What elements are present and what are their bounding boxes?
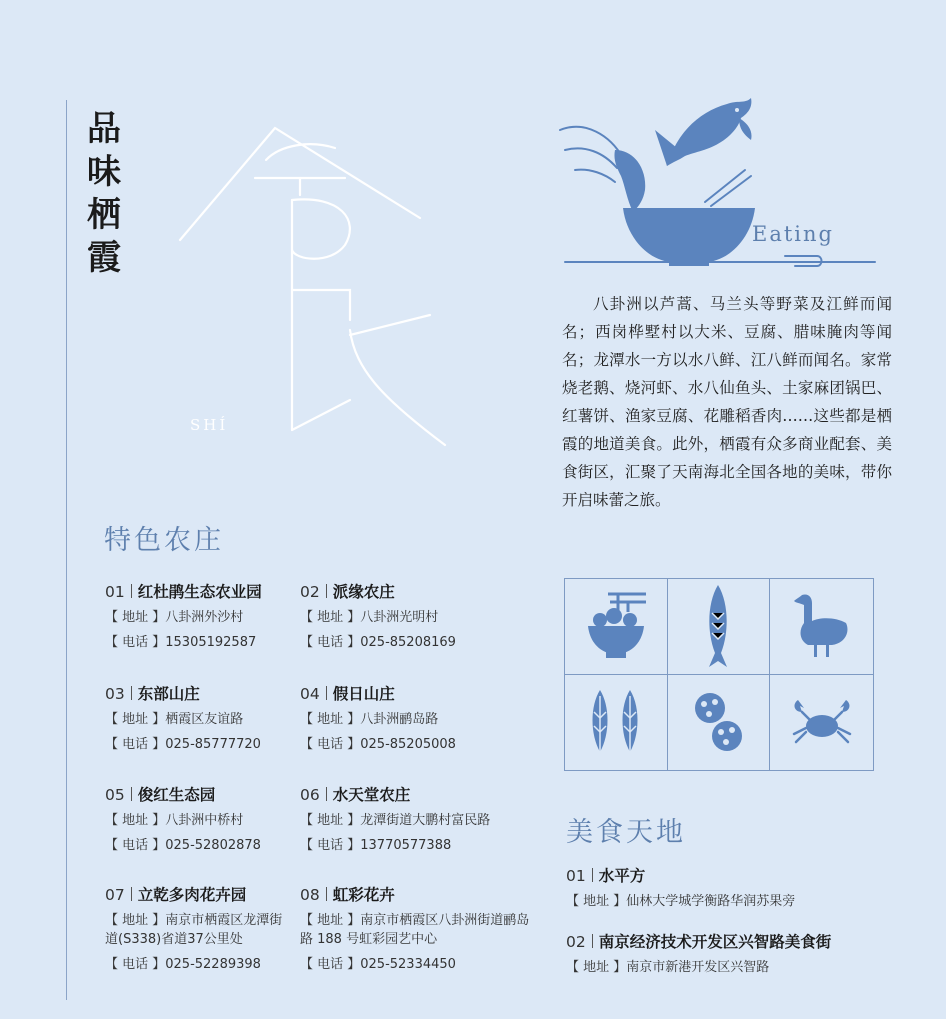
food-item bbox=[566, 864, 896, 917]
noodle-bowl-cell bbox=[565, 579, 668, 675]
farm-name: 假日山庄 bbox=[332, 685, 395, 703]
phone-label: 【 电话 】 bbox=[105, 838, 166, 853]
shi-character-art bbox=[170, 100, 460, 450]
food-address: 南京市新港开发区兴智路 bbox=[626, 960, 770, 975]
lotus-root-cell bbox=[668, 675, 771, 771]
fish-cell bbox=[668, 579, 771, 675]
address-label: 【 地址 】 bbox=[105, 712, 166, 727]
crab-icon bbox=[790, 694, 854, 750]
address-label: 【 地址 】 bbox=[566, 894, 627, 909]
address-label: 【 地址 】 bbox=[105, 813, 166, 828]
phone-label: 【 电话 】 bbox=[300, 957, 361, 972]
phone-label: 【 电话 】 bbox=[300, 635, 361, 650]
left-divider-line bbox=[66, 100, 67, 1000]
farm-item bbox=[300, 883, 535, 980]
bowl-fish-shrimp-illustration bbox=[555, 90, 895, 275]
farm-phone: 15305192587 bbox=[165, 635, 257, 650]
food-name: 南京经济技术开发区兴智路美食街 bbox=[598, 933, 832, 951]
food-number: 02 bbox=[566, 933, 586, 951]
farm-name: 虹彩花卉 bbox=[332, 886, 395, 904]
address-label: 【 地址 】 bbox=[300, 913, 361, 928]
phone-label: 【 电话 】 bbox=[105, 957, 166, 972]
food-item bbox=[566, 930, 896, 983]
farm-phone: 025-52334450 bbox=[360, 957, 456, 972]
title-char: 品 bbox=[87, 109, 121, 149]
farm-item bbox=[105, 883, 285, 980]
shi-romanization: SHÍ bbox=[190, 416, 229, 434]
food-icon-grid bbox=[564, 578, 874, 771]
farm-phone: 025-85777720 bbox=[165, 737, 261, 752]
wheat-cell bbox=[565, 675, 668, 771]
vertical-title bbox=[82, 108, 126, 280]
farm-address: 八卦洲光明村 bbox=[360, 610, 439, 625]
wheat-icon bbox=[584, 686, 648, 758]
farm-name: 水天堂农庄 bbox=[332, 786, 411, 804]
farm-phone: 025-85208169 bbox=[360, 635, 456, 650]
farm-address: 栖霞区友谊路 bbox=[165, 712, 244, 727]
phone-label: 【 电话 】 bbox=[105, 635, 166, 650]
farm-phone: 13770577388 bbox=[360, 838, 452, 853]
address-label: 【 地址 】 bbox=[300, 610, 361, 625]
title-char: 味 bbox=[87, 152, 121, 192]
food-name: 水平方 bbox=[598, 867, 646, 885]
phone-label: 【 电话 】 bbox=[300, 838, 361, 853]
farm-item bbox=[105, 580, 305, 658]
farm-address: 南京市栖霞区八卦洲街道鹂岛路 188 号虹彩园艺中心 bbox=[300, 913, 530, 947]
farm-name: 立乾多肉花卉园 bbox=[137, 886, 247, 904]
farm-address: 八卦洲中桥村 bbox=[165, 813, 244, 828]
goose-icon bbox=[792, 591, 852, 661]
food-address: 仙林大学城学衡路华润苏果旁 bbox=[626, 894, 796, 909]
farm-address: 八卦洲外沙村 bbox=[165, 610, 244, 625]
farm-number: 08 bbox=[300, 886, 320, 904]
food-number: 01 bbox=[566, 867, 586, 885]
farm-number: 07 bbox=[105, 886, 125, 904]
farm-number: 02 bbox=[300, 583, 320, 601]
farm-name: 红杜鹃生态农业园 bbox=[137, 583, 262, 601]
farm-name: 派缘农庄 bbox=[332, 583, 395, 601]
title-char: 霞 bbox=[87, 238, 121, 278]
address-label: 【 地址 】 bbox=[300, 813, 361, 828]
fish-icon bbox=[703, 583, 733, 669]
farm-item bbox=[300, 580, 500, 658]
address-label: 【 地址 】 bbox=[105, 913, 166, 928]
farm-number: 03 bbox=[105, 685, 125, 703]
farms-section-title: 特色农庄 bbox=[104, 525, 224, 556]
eating-label: Eating bbox=[752, 222, 834, 246]
food-section-title: 美食天地 bbox=[566, 817, 686, 848]
phone-label: 【 电话 】 bbox=[105, 737, 166, 752]
farm-item bbox=[105, 682, 305, 760]
farm-number: 05 bbox=[105, 786, 125, 804]
title-char: 栖 bbox=[87, 195, 121, 235]
farm-phone: 025-52289398 bbox=[165, 957, 261, 972]
crab-cell bbox=[770, 675, 873, 771]
phone-label: 【 电话 】 bbox=[300, 737, 361, 752]
farm-address: 龙潭街道大鹏村富民路 bbox=[360, 813, 491, 828]
address-label: 【 地址 】 bbox=[300, 712, 361, 727]
lotus-root-icon bbox=[693, 690, 743, 754]
farm-address: 八卦洲鹂岛路 bbox=[360, 712, 439, 727]
farm-number: 04 bbox=[300, 685, 320, 703]
farm-item bbox=[300, 783, 540, 861]
farm-number: 06 bbox=[300, 786, 320, 804]
goose-cell bbox=[770, 579, 873, 675]
address-label: 【 地址 】 bbox=[566, 960, 627, 975]
farm-item bbox=[105, 783, 305, 861]
noodle-bowl-icon bbox=[584, 590, 648, 662]
farm-name: 东部山庄 bbox=[137, 685, 200, 703]
farm-phone: 025-85205008 bbox=[360, 737, 456, 752]
farm-number: 01 bbox=[105, 583, 125, 601]
intro-paragraph: 八卦洲以芦蒿、马兰头等野菜及江鲜而闻名；西岗桦墅村以大米、豆腐、腊味腌肉等闻名；龙潭水一方以水八鲜、江八鲜而闻名。家常烧老鹅、烧河虾、水八仙鱼头、土家麻团锅巴、红薯饼、渔家豆腐、花雕稻香肉……这些都是栖霞的地道美食。此外，栖霞有众多商业配套、美食街区，汇聚了天南海北全国各地的美味，带你开启味蕾之旅。 bbox=[562, 295, 892, 509]
farm-name: 俊红生态园 bbox=[137, 786, 216, 804]
address-label: 【 地址 】 bbox=[105, 610, 166, 625]
farm-address: 南京市栖霞区龙潭街道(S338)省道37公里处 bbox=[105, 913, 283, 947]
farm-phone: 025-52802878 bbox=[165, 838, 261, 853]
farm-item bbox=[300, 682, 500, 760]
